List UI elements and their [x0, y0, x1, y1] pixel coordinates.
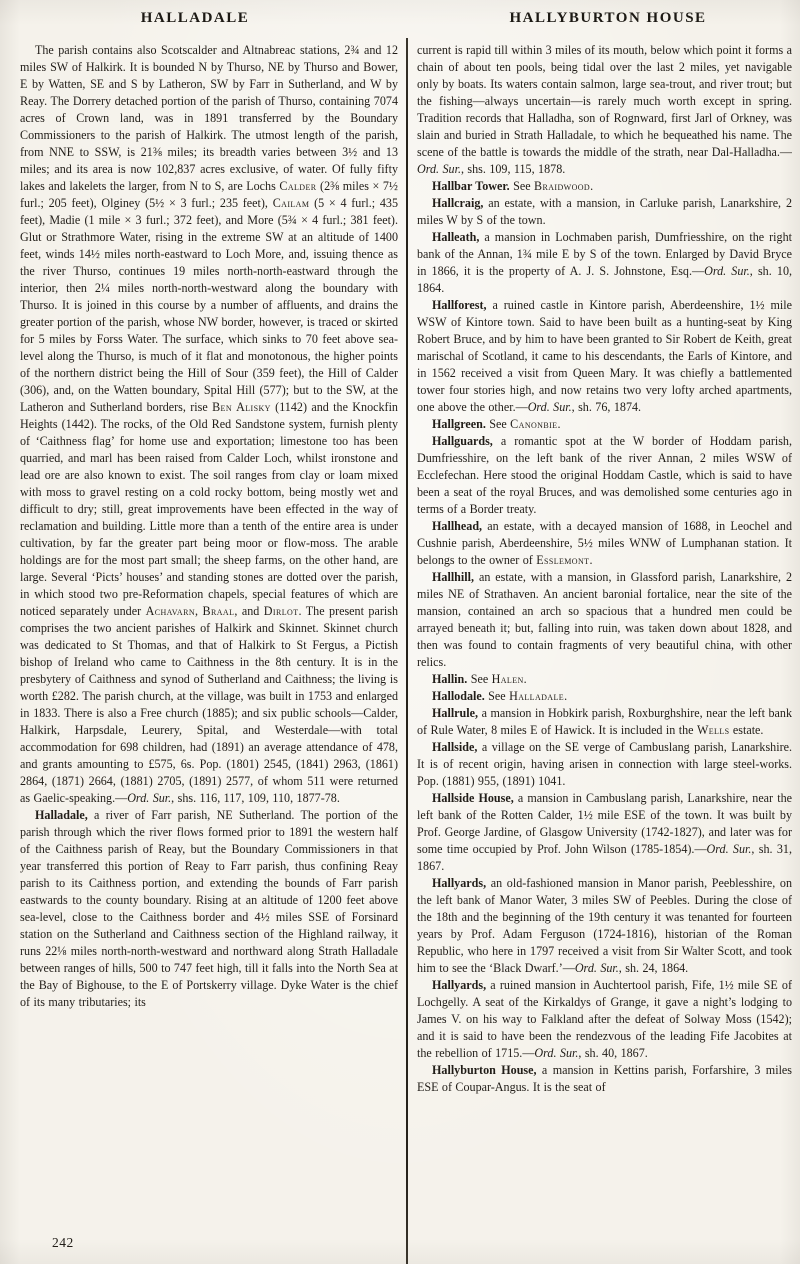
- body-paragraph: [417, 42, 792, 178]
- source-citation: Ord. Sur.: [704, 264, 750, 278]
- entry-paragraph: [417, 569, 792, 671]
- entry-paragraph: [417, 297, 792, 416]
- text-segment: See: [467, 672, 492, 686]
- entry-headword: Hallhead,: [432, 519, 483, 533]
- cross-reference: Esslemont: [536, 553, 590, 567]
- entry-headword: Hallside,: [432, 740, 478, 754]
- entry-paragraph: [417, 875, 792, 977]
- text-segment: a ruined castle in Kintore parish, Aberdeenshire, 1½ mile WSW of Kintore town. Said to have been built as a hunting-seat by King Robert Bruce, and by him to have been granted to Sir Robert de Keith, great marischal of Scotland, it came to his descendants, the Earls of Kintore, and in 1562 received a visit from Queen Mary. It was chiefly a battlemented tower four stories high, and now retains two very lofty arched apartments, one above the other.—: [417, 298, 792, 414]
- cross-reference: Halladale: [509, 689, 565, 703]
- cross-reference: Ben Alisky: [212, 400, 271, 414]
- entry-paragraph: [20, 807, 398, 1011]
- entry-headword: Hallcraig,: [432, 196, 484, 210]
- entry-headword: Hallbar Tower.: [432, 179, 510, 193]
- source-citation: Ord. Sur.: [527, 400, 572, 414]
- body-paragraph: [20, 42, 398, 807]
- entry-paragraph: [417, 416, 792, 433]
- entry-paragraph: [417, 1062, 792, 1096]
- entry-paragraph: [417, 705, 792, 739]
- text-segment: an old-fashioned mansion in Manor parish, Peeblesshire, on the left bank of Manor Water, 3 miles SW of Peebles. During the close of the 18th and the beginning of the 19th century it was tenanted for fourteen years by Prof. Adam Ferguson (1724-1816), historian of the Roman Republic, who here in 1797 received a visit from Sir Walter Scott, and took him to see the ‘Black Dwarf.’—: [417, 876, 792, 975]
- text-segment: , sh. 31, 1867.: [417, 842, 792, 873]
- source-citation: Ord. Sur.: [534, 1046, 579, 1060]
- text-segment: , sh. 10, 1864.: [417, 264, 792, 295]
- entry-paragraph: [417, 195, 792, 229]
- cross-reference: Wells: [696, 723, 730, 737]
- page-number: 242: [52, 1235, 74, 1250]
- text-segment: a mansion in Hobkirk parish, Roxburghshire, near the left bank of Rule Water, 8 miles E of Hawick. It is included in the: [417, 706, 792, 737]
- running-heads: [0, 10, 800, 34]
- entry-headword: Halladale,: [35, 808, 88, 822]
- entry-paragraph: [417, 671, 792, 688]
- text-segment: ,: [195, 604, 203, 618]
- entry-paragraph: [417, 977, 792, 1062]
- entry-paragraph: [417, 518, 792, 569]
- text-segment: a village on the SE verge of Cambuslang parish, Lanarkshire. It is of recent origin, having arisen in connection with large steel-works. Pop. (1881) 955, (1891) 1041.: [417, 740, 792, 788]
- text-segment: a mansion in Cambuslang parish, Lanarkshire, near the left bank of the Rotten Calder, 1½ mile ESE of the town. It was built by Prof. George Jardine, of Glasgow University (1742-1827), and later was for some time occupied by Prof. John Wilson (1785-1854).—: [417, 791, 792, 856]
- left-column: [20, 42, 398, 1230]
- cross-reference: Canonbie: [510, 417, 558, 431]
- text-segment: current is rapid till within 3 miles of its mouth, below which point it forms a chain of about ten pools, being tidal over the last 2 miles, yet navigable only by boats. Its waters contain salmon, large sea-trout, and river trout; but the fishing—always uncertain—is rarely much worth except in spring. Tradition records that Halladha, son of Rognward, first Jarl of Orkney, was slain and buried in Strath Halladale, to which he bequeathed his name. The scene of the battle is towards the middle of the strath, near Dal-Halladha.—: [417, 43, 792, 159]
- text-segment: estate.: [729, 723, 764, 737]
- entry-headword: Hallguards,: [432, 434, 493, 448]
- entry-headword: Hallodale.: [432, 689, 485, 703]
- text-segment: .: [590, 179, 594, 193]
- text-segment: (5 × 4 furl.; 435 feet), Madie (1 mile × 3 furl.; 372 feet), and More (5¾ × 4 furl.; 381 feet). Glut or Strathmore Water, rising in the extreme SW at an altitude of 1400 feet, winds 14½ miles north-eastward to Loch More, and, issuing thence as the river Thurso, continues 19 miles north-north-eastward through the interior, then 2¼ miles north-north-westward along the boundary with Thurso. It is joined in this course by a number of affluents, and drains the greater portion of the parish, whose NW border, however, is traced or skirted for 5 miles by Forss Water. The surface, which sinks to 70 feet above sea-level along the Thurso, is much of it flat and monotonous, the higher points of the northern district being the Hill of Sour (359 feet), the Hill of Calder (306), and, on the Watten boundary, Spital Hill (577); but to the SW, at the Latheron and Sutherland borders, rise: [20, 196, 398, 414]
- cross-reference: Cailam: [272, 196, 310, 210]
- text-segment: See: [484, 689, 510, 703]
- cross-reference: Achavarn: [145, 604, 196, 618]
- text-segment: , sh. 76, 1874.: [571, 400, 642, 414]
- entry-headword: Hallyards,: [432, 876, 487, 890]
- entry-headword: Hallyards,: [432, 978, 487, 992]
- text-segment: an estate, with a decayed mansion of 1688, in Leochel and Cushnie parish, Aberdeenshire, 5½ miles WNW of Lumphanan station. It belongs to the owner of: [417, 519, 792, 567]
- entry-paragraph: [417, 433, 792, 518]
- column-divider-rule: [406, 38, 408, 1264]
- entry-paragraph: [417, 739, 792, 790]
- text-segment: The parish contains also Scotscalder and Altnabreac stations, 2¾ and 12 miles SW of Halkirk. It is bounded N by Thurso, NE by Thurso and Bower, E by Watten, SE and S by Latheron, SW by Farr in Sutherland, and W by Reay. The Dorrery detached portion of the parish of Thurso, containing 7074 acres of Crown land, was in 1891 transferred by the Boundary Commissioners to the parish of Halkirk. The utmost length of the parish, from NNE to SSW, is 21⅜ miles; its breadth varies between 3½ and 13 miles; and its area is now 102,837 acres exclusive, of water. Of fully fifty lakes and lakelets the larger, from N to S, are Lochs: [20, 43, 398, 193]
- entry-paragraph: [417, 790, 792, 875]
- entry-headword: Hallin.: [432, 672, 468, 686]
- entry-paragraph: [417, 229, 792, 297]
- source-citation: Ord. Sur.: [574, 961, 619, 975]
- entry-headword: Hallrule,: [432, 706, 479, 720]
- text-segment: a romantic spot at the W border of Hoddam parish, Dumfriesshire, on the left bank of the river Annan, 2 miles WSW of Ecclefechan. Here stood the original Hoddam Castle, which is said to have been a seat of the royal Bruces, and was demolished some centuries ago in terms of a Border treaty.: [417, 434, 792, 516]
- cross-reference: Calder: [279, 179, 317, 193]
- text-segment: .: [589, 553, 593, 567]
- text-segment: , shs. 109, 115, 1878.: [460, 162, 566, 176]
- cross-reference: Braidwood: [534, 179, 591, 193]
- entry-headword: Hallgreen.: [432, 417, 486, 431]
- cross-reference: Braal: [202, 604, 235, 618]
- entry-headword: Hallhill,: [432, 570, 475, 584]
- cross-reference: Dirlot: [263, 604, 299, 618]
- text-segment: , and: [234, 604, 264, 618]
- text-segment: .: [523, 672, 527, 686]
- text-segment: a mansion in Kettins parish, Forfarshire, 3 miles ESE of Coupar-Angus. It is the seat of: [417, 1063, 792, 1094]
- text-segment: .: [557, 417, 561, 431]
- running-head-left: HALLADALE: [140, 10, 250, 26]
- source-citation: Ord. Sur.: [706, 842, 752, 856]
- entry-paragraph: [417, 178, 792, 195]
- text-segment: , sh. 40, 1867.: [578, 1046, 648, 1060]
- text-segment: , sh. 24, 1864.: [618, 961, 689, 975]
- running-head-right: HALLYBURTON HOUSE: [509, 10, 707, 26]
- text-segment: See: [485, 417, 511, 431]
- source-citation: Ord. Sur.: [417, 162, 461, 176]
- text-segment: . The present parish comprises the two ancient parishes of Halkirk and Skinnet. Skinnet church was dedicated to St Thomas, and that of Halkirk to St Fergus, a Pictish bishop of Ireland who came to Caithness in the 8th century. It is in the presbytery of Caithness and synod of Sutherland and Caithness; the living is worth £282. The parish church, at the village, was built in 1753 and enlarged in 1833. There is also a Free church (1885); and six public schools—Calder, Halkirk, Harpsdale, Leurery, Spital, and Westerdale—with total accommodation for 698 children, had (1891) an average attendance of 478, and grants amounting to £575, 6s. Pop. (1801) 2545, (1841) 2963, (1861) 2864, (1871) 2664, (1881) 2705, (1891) 2577, of whom 511 were returned as Gaelic-speaking.—: [20, 604, 398, 805]
- cross-reference: Halen: [491, 672, 524, 686]
- text-segment: .: [564, 689, 568, 703]
- text-segment: an estate, with a mansion, in Carluke parish, Lanarkshire, 2 miles W by S of the town.: [417, 196, 792, 227]
- text-segment: a river of Farr parish, NE Sutherland. The portion of the parish through which the river flows formed prior to 1891 the western half of the Caithness parish of Reay, but the Boundary Commissioners in that year transferred this portion of Reay to Farr parish, thus confining Reay parish to its Caithness portion, and extending the bounds of Farr parish eastwards to the county boundary. Rising at an altitude of 1200 feet above sea-level, close to the Caithness border and 4½ miles SSE of Forsinard station on the Sutherland and Caithness section of the Highland railway, it runs 22⅛ miles north-north-westward and northward along Strath Halladale between ranges of hills, 500 to 747 feet high, till it falls into the North Sea at the Bay of Bighouse, to the E of Portskerry village. Dyke Water is the chief of its many tributaries; its: [20, 808, 398, 1009]
- text-segment: See: [509, 179, 534, 193]
- entry-paragraph: [417, 688, 792, 705]
- source-citation: Ord. Sur.: [127, 791, 172, 805]
- text-segment: a ruined mansion in Auchtertool parish, Fife, 1½ mile SE of Lochgelly. A seat of the Kirkaldys of Grange, it gave a night’s lodging to James V. on his way to Falkland after the defeat of Solway Moss (1542); and it is said to have been the rendezvous of the leading Fife Jacobites at the rebellion of 1715.—: [417, 978, 792, 1060]
- text-segment: , shs. 116, 117, 109, 110, 1877-78.: [171, 791, 340, 805]
- entry-headword: Hallside House,: [432, 791, 514, 805]
- text-segment: an estate, with a mansion, in Glassford parish, Lanarkshire, 2 miles NE of Strathaven. An ancient baronial fortalice, near the site of the mansion, contained an arch so spacious that a hundred men could be arrayed beneath it; but, falling into ruin, was taken down about 1828, and then was found to contain fragments of very beautiful china, with other relics.: [417, 570, 792, 669]
- entry-headword: Hallyburton House,: [432, 1063, 537, 1077]
- entry-headword: Hallforest,: [432, 298, 487, 312]
- text-segment: (1142) and the Knockfin Heights (1442). The rocks, of the Old Red Sandstone system, furnish plenty of ‘Caithness flag’ for home use and exportation; limestone too has been quarried, and marl has been raised from Calder Loch, whilst ironstone and lead ore are also known to exist. The soil ranges from clay or loam mixed with moss to gravel resting on a cold rocky bottom, being mostly wet and difficult to dry; still, great improvements have been effected in the way of reclamation and building. Little more than a tenth of the entire area is under cultivation, by far the greater part being moor or flow-moss. The arable holdings are for the most part small; the sheep farms, on the other hand, are large. Several ‘Picts’ houses’ and standing stones are dotted over the parish, in which stood two pre-Reformation chapels, special features of which are noticed separately under: [20, 400, 398, 618]
- text-segment: (2⅜ miles × 7½ furl.; 205 feet), Olginey (5½ × 3 furl.; 235 feet),: [20, 179, 398, 210]
- right-column: [417, 42, 792, 1256]
- entry-headword: Halleath,: [432, 230, 480, 244]
- text-segment: a mansion in Lochmaben parish, Dumfriesshire, on the right bank of the Annan, 1¾ mile E by S of the town. Enlarged by David Bryce in 1866, it is the property of A. J. S. Johnstone, Esq.—: [417, 230, 792, 278]
